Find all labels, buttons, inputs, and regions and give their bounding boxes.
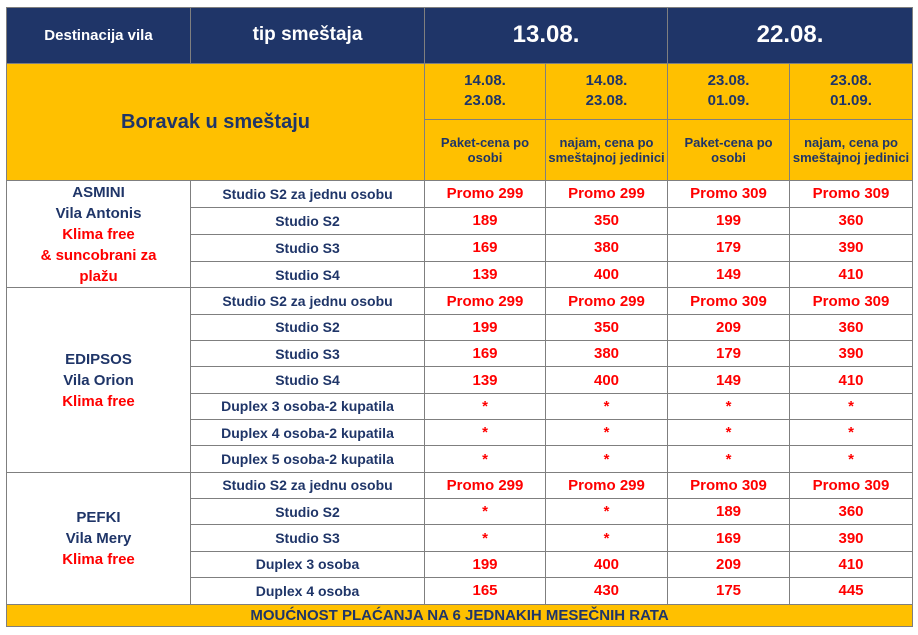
- price-cell: 199: [668, 207, 790, 234]
- accommodation-line: Vila Antonis: [55, 204, 142, 222]
- price-cell: 149: [668, 261, 790, 288]
- room-type: Duplex 3 osoba: [191, 551, 425, 577]
- price-cell: *: [546, 525, 668, 551]
- period-to: 23.08.: [464, 92, 506, 110]
- accommodation-line: ASMINI: [72, 183, 125, 201]
- price-cell: Promo 309: [790, 472, 913, 498]
- room-type: Studio S3: [191, 341, 425, 367]
- header-row: [7, 8, 913, 64]
- price-cell: Promo 299: [425, 181, 546, 208]
- period-dates: [425, 63, 546, 119]
- accommodation-line: & suncobrani za: [40, 246, 157, 264]
- period-from: 23.08.: [707, 72, 750, 90]
- price-cell: *: [790, 420, 913, 446]
- price-cell: 189: [425, 207, 546, 234]
- accommodation-line: PEFKI: [76, 508, 121, 526]
- price-cell: Promo 299: [546, 181, 668, 208]
- price-cell: Promo 309: [668, 181, 790, 208]
- price-cell: Promo 309: [790, 181, 913, 208]
- accommodation-line: Vila Mery: [65, 529, 132, 547]
- period-dates: [790, 63, 913, 119]
- room-type: Studio S2 za jednu osobu: [191, 181, 425, 208]
- accommodation-line: EDIPSOS: [65, 350, 132, 368]
- price-cell: 179: [668, 341, 790, 367]
- price-cell: *: [546, 420, 668, 446]
- price-cell: 169: [668, 525, 790, 551]
- period-from: 23.08.: [830, 72, 872, 90]
- price-cell: 390: [790, 234, 913, 261]
- price-cell: *: [790, 393, 913, 419]
- price-cell: 169: [425, 234, 546, 261]
- price-cell: 380: [546, 234, 668, 261]
- price-cell: 410: [790, 551, 913, 577]
- price-type-label: najam, cena po smeštajnoj jedinici: [790, 119, 913, 180]
- price-cell: 400: [546, 367, 668, 393]
- price-cell: 165: [425, 578, 546, 605]
- accommodation-name: [7, 472, 191, 604]
- price-cell: 189: [668, 499, 790, 525]
- price-cell: *: [546, 393, 668, 419]
- price-type-label: Paket-cena po osobi: [425, 119, 546, 180]
- room-type: Duplex 5 osoba-2 kupatila: [191, 446, 425, 472]
- room-type: Studio S2 za jednu osobu: [191, 288, 425, 314]
- price-cell: *: [546, 446, 668, 472]
- price-cell: *: [668, 393, 790, 419]
- period-dates-row: [7, 63, 913, 119]
- price-cell: 175: [668, 578, 790, 605]
- period-to: 01.09.: [707, 92, 750, 110]
- price-cell: Promo 299: [425, 472, 546, 498]
- accommodation-line: Vila Orion: [63, 371, 134, 389]
- table-row: [7, 288, 913, 314]
- period-to: 01.09.: [830, 92, 872, 110]
- room-type: Studio S3: [191, 234, 425, 261]
- accommodation-line: Klima free: [62, 392, 135, 410]
- accommodation-name: [7, 288, 191, 472]
- price-cell: *: [668, 446, 790, 472]
- price-cell: 390: [790, 525, 913, 551]
- price-cell: 430: [546, 578, 668, 605]
- footer-row: [7, 604, 913, 626]
- price-cell: 445: [790, 578, 913, 605]
- room-type: Studio S2 za jednu osobu: [191, 472, 425, 498]
- room-type: Duplex 3 osoba-2 kupatila: [191, 393, 425, 419]
- price-cell: 209: [668, 314, 790, 340]
- price-cell: Promo 299: [546, 288, 668, 314]
- table-row: [7, 472, 913, 498]
- room-type: Studio S2: [191, 314, 425, 340]
- price-cell: *: [425, 446, 546, 472]
- price-cell: 169: [425, 341, 546, 367]
- price-cell: 360: [790, 314, 913, 340]
- price-cell: 350: [546, 207, 668, 234]
- price-cell: *: [425, 499, 546, 525]
- period-dates: [668, 63, 790, 119]
- price-cell: 390: [790, 341, 913, 367]
- price-cell: *: [425, 393, 546, 419]
- date-header-2: 22.08.: [668, 8, 913, 64]
- price-cell: Promo 299: [425, 288, 546, 314]
- price-cell: *: [790, 446, 913, 472]
- price-type-label: Paket-cena po osobi: [668, 119, 790, 180]
- price-cell: *: [425, 420, 546, 446]
- price-cell: *: [546, 499, 668, 525]
- price-cell: 350: [546, 314, 668, 340]
- price-table: [6, 7, 913, 627]
- price-cell: 410: [790, 367, 913, 393]
- accommodation-line: Klima free: [62, 550, 135, 568]
- payment-note: MOUĆNOST PLAĆANJA NA 6 JEDNAKIH MESEČNIH RATA: [7, 604, 913, 626]
- room-type: Studio S4: [191, 261, 425, 288]
- accommodation-line: plažu: [79, 267, 118, 285]
- period-from: 14.08.: [464, 72, 506, 90]
- type-header: tip smeštaja: [191, 8, 425, 64]
- date-header-1: 13.08.: [425, 8, 668, 64]
- price-type-label: najam, cena po smeštajnoj jedinici: [546, 119, 668, 180]
- price-cell: Promo 309: [668, 288, 790, 314]
- room-type: Studio S4: [191, 367, 425, 393]
- price-cell: 199: [425, 551, 546, 577]
- period-dates: [546, 63, 668, 119]
- price-cell: *: [668, 420, 790, 446]
- price-cell: 360: [790, 207, 913, 234]
- price-cell: 199: [425, 314, 546, 340]
- price-cell: Promo 309: [790, 288, 913, 314]
- period-to: 23.08.: [585, 92, 628, 110]
- price-cell: 380: [546, 341, 668, 367]
- price-cell: 149: [668, 367, 790, 393]
- period-from: 14.08.: [585, 72, 628, 90]
- price-cell: 139: [425, 261, 546, 288]
- price-cell: 410: [790, 261, 913, 288]
- price-cell: Promo 299: [546, 472, 668, 498]
- price-cell: 139: [425, 367, 546, 393]
- price-cell: 400: [546, 261, 668, 288]
- price-cell: 209: [668, 551, 790, 577]
- price-cell: 400: [546, 551, 668, 577]
- room-type: Duplex 4 osoba: [191, 578, 425, 605]
- accommodation-line: Klima free: [62, 225, 135, 243]
- price-cell: 179: [668, 234, 790, 261]
- destination-header: Destinacija vila: [7, 8, 191, 64]
- accommodation-name: [7, 181, 191, 288]
- room-type: Studio S2: [191, 499, 425, 525]
- price-cell: Promo 309: [668, 472, 790, 498]
- room-type: Studio S2: [191, 207, 425, 234]
- table-row: [7, 181, 913, 208]
- price-cell: *: [425, 525, 546, 551]
- stay-label: Boravak u smeštaju: [7, 63, 425, 180]
- price-cell: 360: [790, 499, 913, 525]
- room-type: Studio S3: [191, 525, 425, 551]
- room-type: Duplex 4 osoba-2 kupatila: [191, 420, 425, 446]
